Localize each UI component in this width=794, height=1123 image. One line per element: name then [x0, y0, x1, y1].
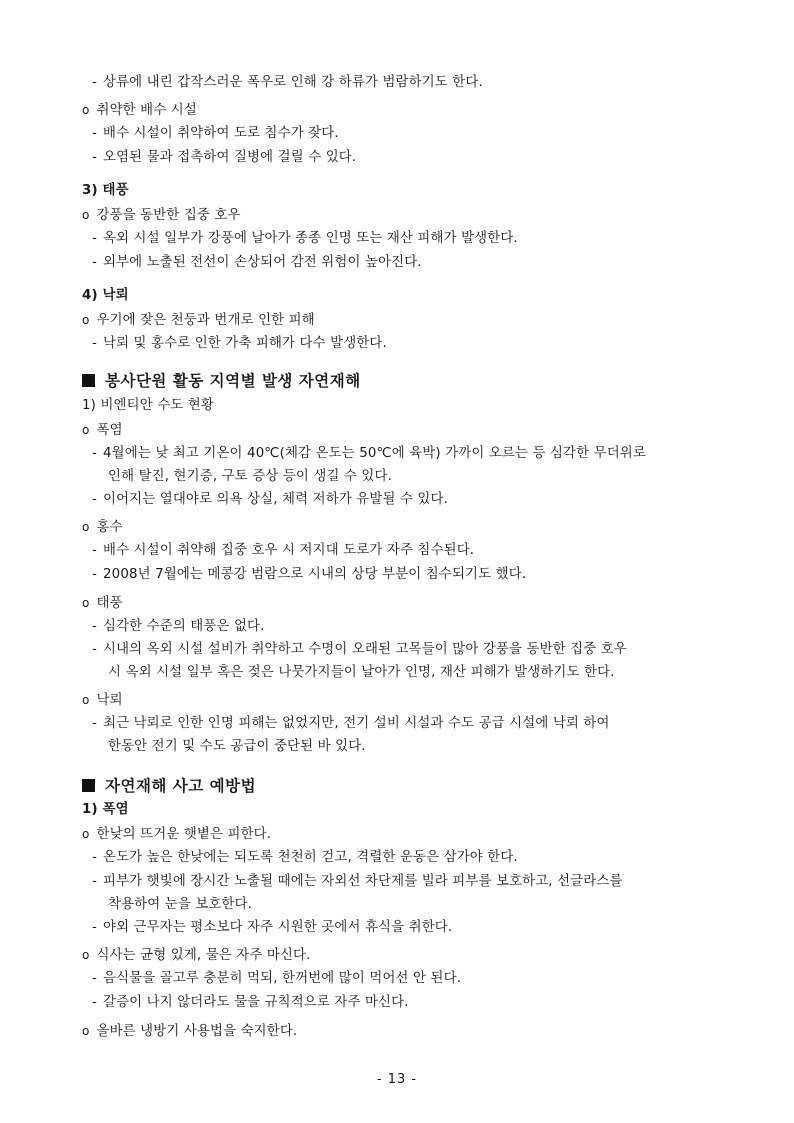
circle-item [82, 421, 123, 440]
circle-marker: o [82, 313, 90, 327]
subheading: 1) 비엔티안 수도 현황 [82, 398, 214, 413]
line-text: 시내의 옥외 시설 설비가 취약하고 수명이 오래된 고목들이 많아 강풍을 동반한 집중 호우 [102, 642, 627, 657]
bullet-line [92, 149, 356, 167]
continuation-line: 인해 탈진, 현기증, 구토 증상 등이 생길 수 있다. [108, 469, 393, 484]
bullet-line [92, 566, 526, 584]
circle-marker: o [82, 520, 90, 534]
bullet-line [92, 919, 452, 937]
section-title [82, 371, 361, 391]
dash-marker: - [92, 971, 97, 986]
dash-marker: - [92, 874, 97, 889]
dash-marker: - [92, 231, 97, 246]
line-text: 식사는 균형 있게, 물은 자주 마신다. [96, 948, 311, 963]
dash-marker: - [92, 543, 97, 558]
circle-marker: o [82, 693, 90, 707]
dash-marker: - [92, 642, 97, 657]
line-text: 배수 시설이 취약해 집중 호우 시 저지대 도로가 자주 침수된다. [102, 543, 475, 558]
line-text: 취약한 배수 시설 [96, 103, 197, 118]
circle-item [82, 518, 123, 537]
bullet-line [92, 849, 518, 867]
section-title [82, 776, 256, 796]
circle-item [82, 311, 315, 330]
dash-marker: - [92, 619, 97, 634]
dash-marker: - [92, 255, 97, 270]
line-text: 4월에는 낮 최고 기온이 40℃(체감 온도는 50℃에 육박) 가까이 오르는 등 심각한 무더위로 [102, 446, 646, 461]
bullet-line [92, 542, 474, 560]
continuation-line: 착용하여 눈을 보호한다. [108, 897, 253, 912]
bullet-line [92, 335, 387, 353]
circle-item [82, 101, 197, 120]
bullet-line [92, 618, 265, 636]
line-text: 온도가 높은 한낮에는 되도록 천천히 걷고, 격렬한 운동은 삼가야 한다. [102, 850, 518, 865]
subheading: 1) 폭염 [82, 802, 129, 817]
circle-item [82, 825, 271, 844]
bullet-line [92, 254, 422, 272]
subheading: 4) 낙뢰 [82, 288, 129, 303]
line-text: 피부가 햇빛에 장시간 노출될 때에는 자외선 차단제를 빌라 피부를 보호하고, 선글라스를 [102, 874, 623, 889]
line-text: 음식물을 골고루 충분히 먹되, 한꺼번에 많이 먹어선 안 된다. [102, 971, 462, 986]
line-text: 2008년 7월에는 메콩강 범람으로 시내의 상당 부분이 침수되기도 했다. [102, 567, 527, 582]
line-text: 우기에 잦은 천둥과 번개로 인한 피해 [96, 313, 315, 328]
circle-marker: o [82, 423, 90, 437]
bullet-line [92, 445, 646, 463]
dash-marker: - [92, 492, 97, 507]
line-text: 한낮의 뜨거운 햇볕은 피한다. [96, 827, 272, 842]
bullet-line [92, 873, 623, 891]
continuation-line: 시 옥외 시설 일부 혹은 젖은 나뭇가지들이 날아가 인명, 재산 피해가 발생하기도 한다. [108, 665, 615, 680]
line-text: 폭염 [96, 423, 123, 438]
line-text: 홍수 [96, 520, 123, 535]
bullet-line [92, 994, 409, 1012]
bullet-line [92, 74, 483, 92]
section-title-text: 봉사단원 활동 지역별 발생 자연재해 [105, 372, 361, 390]
line-text: 강풍을 동반한 집중 호우 [96, 208, 241, 223]
circle-item [82, 946, 311, 965]
square-bullet-icon [82, 374, 95, 387]
circle-marker: o [82, 596, 90, 610]
bullet-line [92, 970, 461, 988]
circle-item [82, 691, 123, 710]
bullet-line [92, 641, 627, 659]
circle-item [82, 594, 123, 613]
bullet-line [92, 125, 339, 143]
line-text: 외부에 노출된 전선이 손상되어 감전 위험이 높아진다. [102, 255, 422, 270]
dash-marker: - [92, 716, 97, 731]
line-text: 배수 시설이 취약하여 도로 침수가 잦다. [102, 126, 339, 141]
circle-marker: o [82, 1024, 90, 1038]
continuation-line: 한동안 전기 및 수도 공급이 중단된 바 있다. [108, 739, 366, 754]
dash-marker: - [92, 920, 97, 935]
bullet-line [92, 715, 610, 733]
page-number: - 13 - [376, 1072, 418, 1087]
line-text: 심각한 수준의 태풍은 없다. [102, 619, 265, 634]
line-text: 갈증이 나지 않더라도 물을 규칙적으로 자주 마신다. [102, 995, 409, 1010]
circle-marker: o [82, 208, 90, 222]
dash-marker: - [92, 850, 97, 865]
dash-marker: - [92, 446, 97, 461]
dash-marker: - [92, 150, 97, 165]
line-text: 낙뢰 [96, 693, 123, 708]
circle-marker: o [82, 103, 90, 117]
line-text: 올바른 냉방기 사용법을 숙지한다. [96, 1024, 298, 1039]
bullet-line [92, 230, 518, 248]
line-text: 오염된 물과 접촉하여 질병에 걸릴 수 있다. [102, 150, 357, 165]
line-text: 이어지는 열대야로 의욕 상실, 체력 저하가 유발될 수 있다. [102, 492, 449, 507]
line-text: 옥외 시설 일부가 강풍에 날아가 종종 인명 또는 재산 피해가 발생한다. [102, 231, 518, 246]
dash-marker: - [92, 995, 97, 1010]
dash-marker: - [92, 336, 97, 351]
dash-marker: - [92, 567, 97, 582]
subheading: 3) 태풍 [82, 183, 129, 198]
bullet-line [92, 491, 448, 509]
section-title-text: 자연재해 사고 예방법 [105, 777, 257, 795]
line-text: 최근 낙뢰로 인한 인명 피해는 없었지만, 전기 설비 시설과 수도 공급 시설에 낙뢰 하여 [102, 716, 610, 731]
square-bullet-icon [82, 779, 95, 792]
circle-marker: o [82, 948, 90, 962]
line-text: 상류에 내린 갑작스러운 폭우로 인해 강 하류가 범람하기도 한다. [102, 75, 483, 90]
line-text: 낙뢰 및 홍수로 인한 가축 피해가 다수 발생한다. [102, 336, 387, 351]
circle-marker: o [82, 827, 90, 841]
dash-marker: - [92, 75, 97, 90]
circle-item [82, 206, 241, 225]
line-text: 야외 근무자는 평소보다 자주 시원한 곳에서 휴식을 취한다. [102, 920, 453, 935]
line-text: 태풍 [96, 596, 123, 611]
circle-item [82, 1022, 297, 1041]
dash-marker: - [92, 126, 97, 141]
